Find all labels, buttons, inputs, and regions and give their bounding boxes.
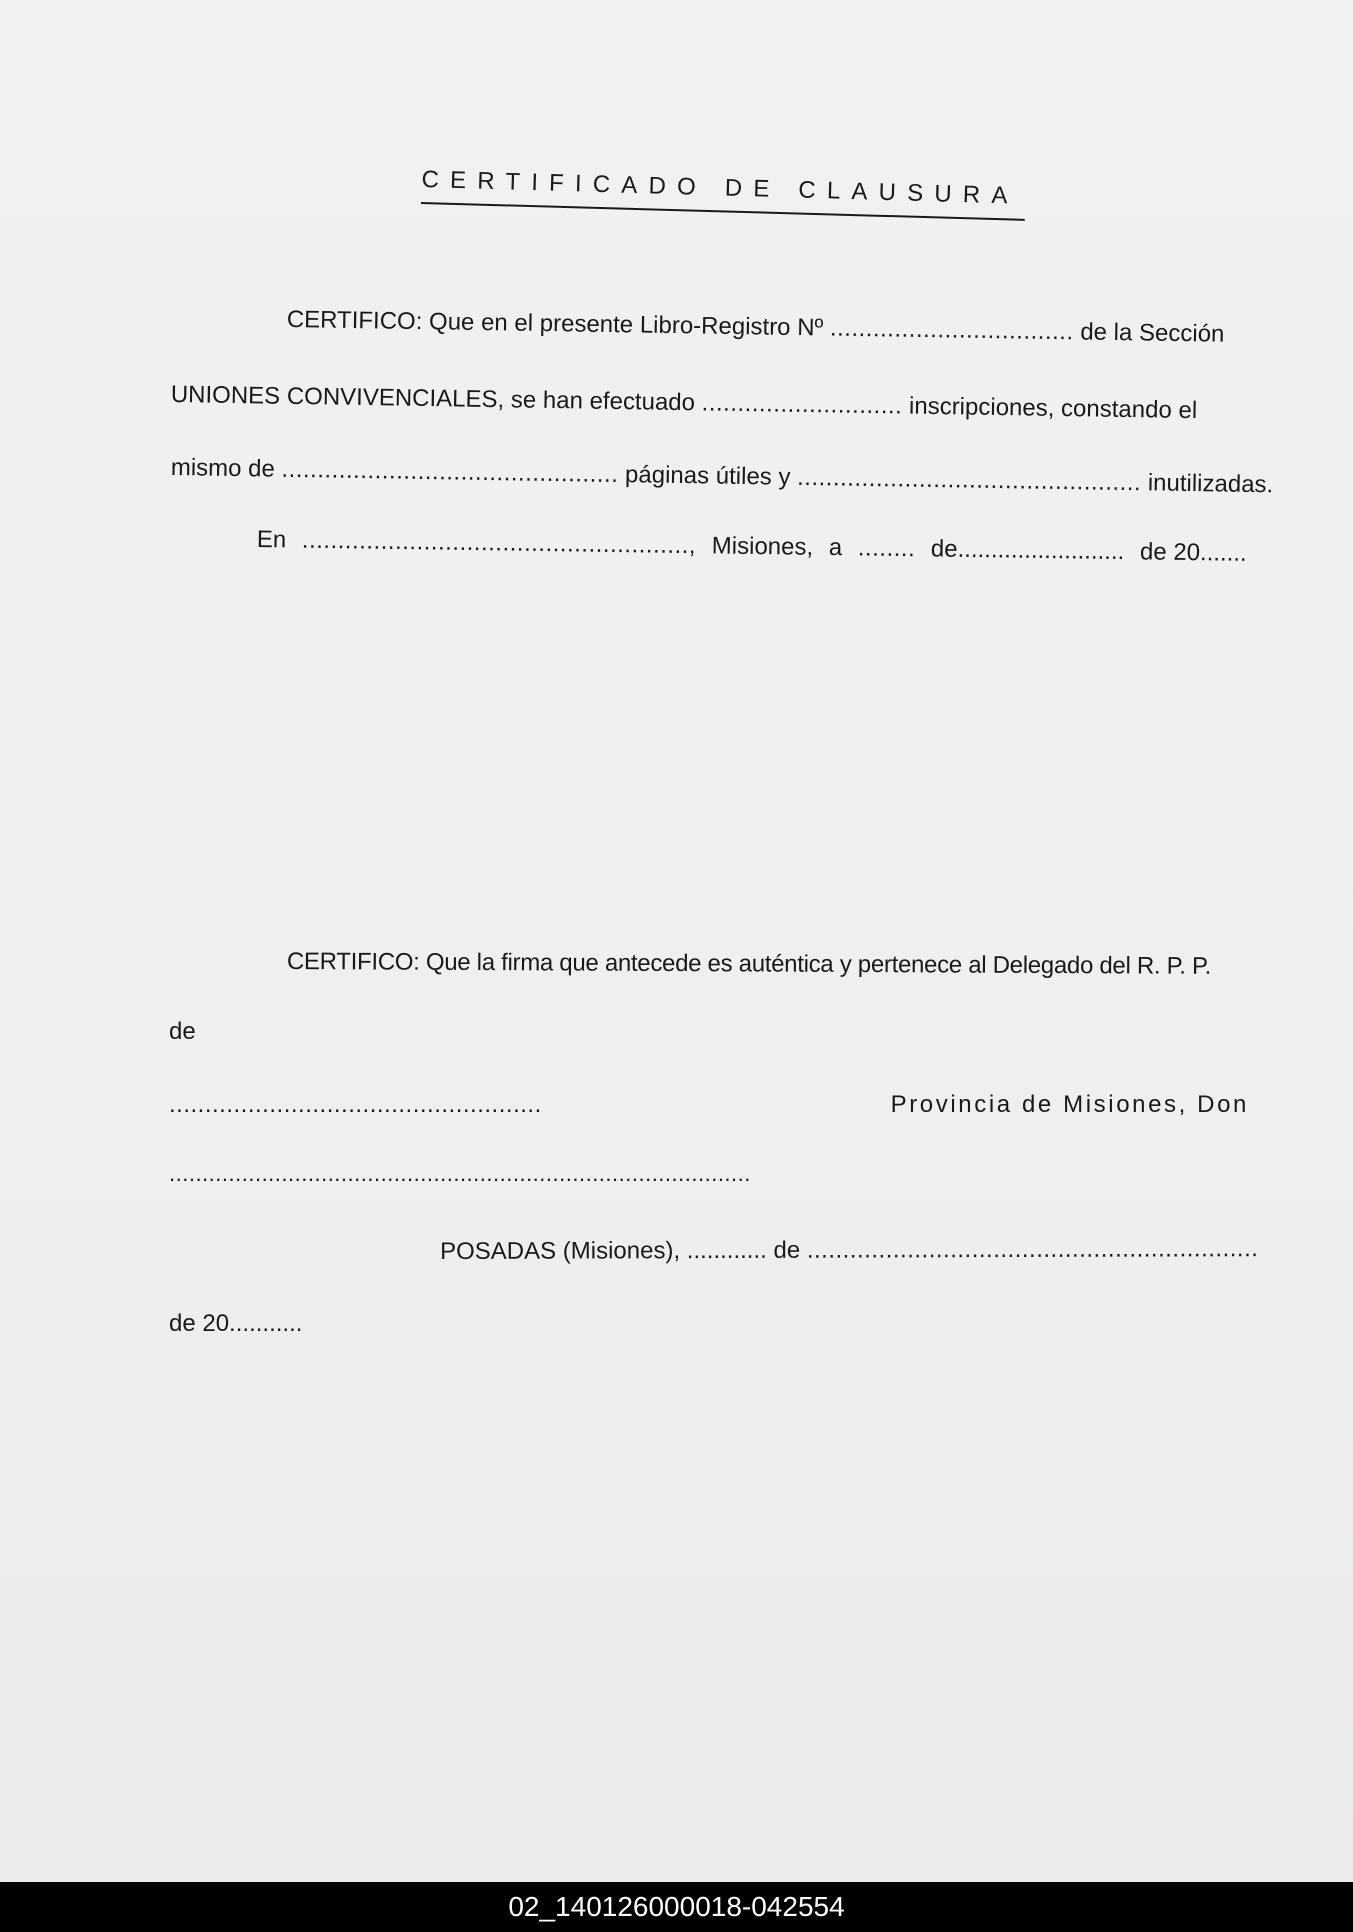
document-title: CERTIFICADO DE CLAUSURA <box>421 166 1026 221</box>
year-field: de 20....... <box>1139 538 1247 567</box>
libro-number-field: .................................. <box>829 314 1074 346</box>
delegado-place-field: .................................................... <box>169 1091 542 1118</box>
section1-line4 <box>257 528 1247 566</box>
month-field: de......................... <box>930 535 1125 566</box>
uniones-text: UNIONES CONVIVENCIALES, se han efectuado <box>170 381 696 417</box>
paginas-utiles-field: ............................................... <box>281 455 619 489</box>
certifico-libro-text: CERTIFICO: Que en el presente Libro-Registro Nº <box>286 306 824 342</box>
posadas-month-field: ............................................................... <box>806 1235 1259 1264</box>
section2-line4 <box>169 1163 751 1185</box>
section2-line3 <box>169 1093 1249 1117</box>
day-field: ........ <box>857 534 916 563</box>
seccion-text: de la Sección <box>1080 318 1225 348</box>
delegado-name-field: ........................................................................................ <box>169 1161 751 1186</box>
mismo-de-text: mismo de <box>170 454 276 483</box>
section2-line6: de 20........... <box>169 1310 303 1337</box>
en-text: En <box>256 526 287 554</box>
section1-line2 <box>171 383 1198 423</box>
section2-line1: CERTIFICO: Que la firma que antecede es auténtica y pertenece al Delegado del R. P. P. <box>286 948 1212 980</box>
section1-line1 <box>287 308 1225 347</box>
inscripciones-text: inscripciones, constando el <box>908 392 1198 425</box>
provincia-text: Provincia de Misiones, Don <box>890 1091 1249 1118</box>
misiones-text: Misiones, <box>711 532 814 561</box>
inutilizadas-field: ................................................ <box>796 463 1142 497</box>
inscripciones-count-field: ............................ <box>701 389 903 420</box>
paginas-utiles-text: páginas útiles y <box>624 461 791 491</box>
document-id-bar: 02_140126000018-042554 <box>0 1882 1353 1932</box>
section2-line2: de <box>169 1018 196 1045</box>
section1-line3 <box>171 456 1274 497</box>
en-place-field: ......................................................, <box>301 526 697 560</box>
posadas-text: POSADAS (Misiones), ............ de <box>439 1236 801 1265</box>
a-text: a <box>828 533 843 562</box>
inutilizadas-text: inutilizadas. <box>1147 469 1274 499</box>
section2-line5 <box>440 1237 1258 1264</box>
